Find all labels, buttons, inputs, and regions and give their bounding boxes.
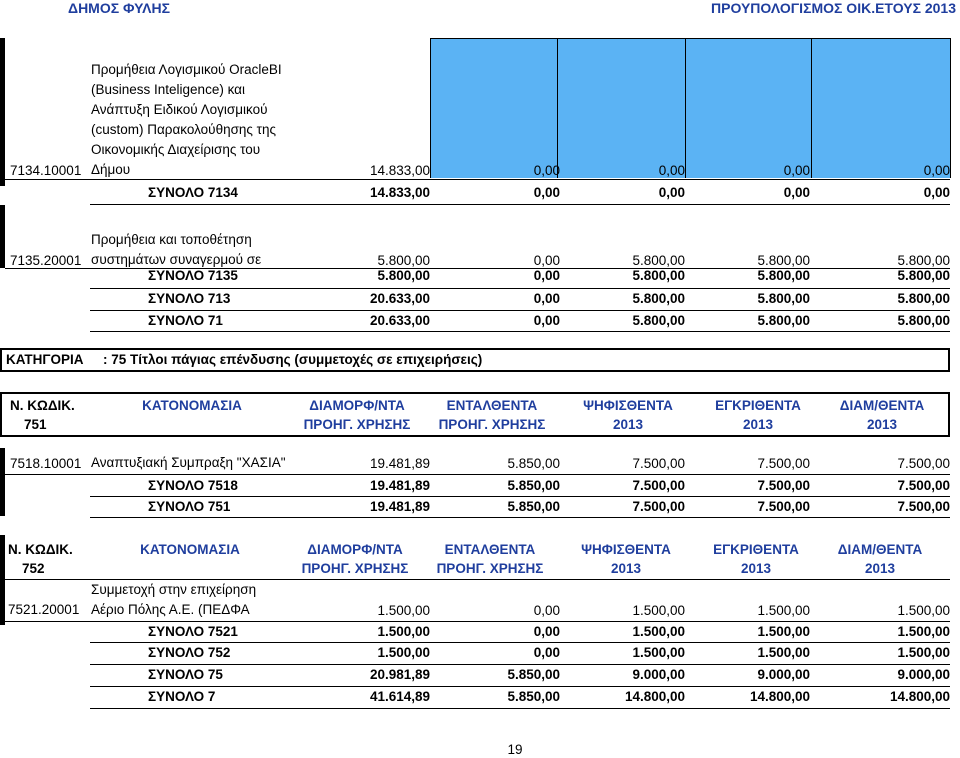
col-header: ΕΝΤΑΛΘΕΝΤΑ [444,542,536,557]
total-label: ΣΥΝΟΛΟ 71 [148,313,223,328]
value: 19.481,89 [369,478,430,493]
value: 0,00 [533,645,560,660]
col-header: 2013 [742,417,774,432]
value: 19.481,89 [369,456,430,471]
value: 5.850,00 [507,689,560,704]
value: 5.800,00 [632,313,685,328]
col-header: ΔΙΑΜΟΡΦ/ΝΤΑ [307,542,403,557]
value: 14.800,00 [749,689,810,704]
row-desc-line: συστημάτων συναγερμού σε [91,252,262,267]
value: 5.850,00 [507,499,560,514]
value: 1.500,00 [377,603,430,618]
value: 0,00 [533,624,560,639]
row-desc-line: Προμήθεια και τοποθέτηση [91,232,252,247]
value: 14.833,00 [369,163,430,178]
value: 5.800,00 [757,291,810,306]
value: 5.800,00 [377,268,430,283]
left-border [0,205,5,268]
col-name: ΚΑΤΟΝΟΜΑΣΙΑ [140,542,240,557]
col-header: ΠΡΟΗΓ. ΧΡΗΣΗΣ [436,561,544,576]
value: 5.800,00 [897,253,950,268]
budget-title: ΠΡΟΥΠΟΛΟΓΙΣΜΟΣ ΟΙΚ.ΕΤΟΥΣ 2013 [711,0,956,16]
value: 1.500,00 [757,645,810,660]
total-label: ΣΥΝΟΛΟ 7135 [148,268,238,283]
value: 9.000,00 [632,667,685,682]
row-desc-line: (Business Inteligence) και [91,82,245,97]
value: 0,00 [783,185,810,200]
value: 0,00 [533,291,560,306]
value: 0,00 [923,163,950,178]
row-desc-line: Συμμετοχή στην επιχείρηση [91,582,257,597]
col-code: Ν. ΚΩΔΙΚ. [10,398,75,413]
value: 0,00 [533,268,560,283]
category-label: ΚΑΤΗΓΟΡΙΑ [6,352,84,367]
col-header: ΔΙΑΜ/ΘΕΝΤΑ [837,542,923,557]
col-header: 2013 [866,417,898,432]
value: 1.500,00 [897,624,950,639]
total-label: ΣΥΝΟΛΟ 7 [148,689,216,704]
total-label: ΣΥΝΟΛΟ 7518 [148,478,238,493]
col-header: ΔΙΑΜΟΡΦ/ΝΤΑ [309,398,405,413]
municipality-title: ΔΗΜΟΣ ΦΥΛΗΣ [68,0,171,16]
value: 5.800,00 [897,291,950,306]
value: 5.850,00 [507,456,560,471]
row-desc-line: Προμήθεια Λογισμικού OracleBI [91,62,282,77]
col-name: ΚΑΤΟΝΟΜΑΣΙΑ [142,398,242,413]
row-code: 7521.20001 [8,602,80,617]
value: 7.500,00 [632,499,685,514]
col-header: ΠΡΟΗΓ. ΧΡΗΣΗΣ [303,417,411,432]
row-code: 7135.20001 [10,253,82,268]
value: 20.633,00 [369,291,430,306]
value: 5.800,00 [632,291,685,306]
value: 5.800,00 [757,268,810,283]
total-label: ΣΥΝΟΛΟ 7521 [148,624,238,639]
value: 0,00 [533,313,560,328]
row-code: 7134.10001 [10,163,82,178]
value: 0,00 [658,185,685,200]
value: 1.500,00 [632,645,685,660]
col-header: ΕΓΚΡΙΘΕΝΤΑ [713,542,799,557]
col-header: ΠΡΟΗΓ. ΧΡΗΣΗΣ [301,561,409,576]
group-code: 751 [24,417,47,432]
value: 19.481,89 [369,499,430,514]
col-header: 2013 [864,561,896,576]
value: 7.500,00 [757,478,810,493]
col-header: 2013 [612,417,644,432]
column-header [0,392,950,437]
value: 7.500,00 [757,499,810,514]
row-desc-line: Οικονομικής Διαχείρισης του [91,142,261,157]
value: 0,00 [533,603,560,618]
total-label: ΣΥΝΟΛΟ 713 [148,291,231,306]
category-bar [0,348,950,372]
col-header: ΨΗΦΙΣΘΕΝΤΑ [583,398,673,413]
value: 5.800,00 [632,268,685,283]
row-desc-line: Αέριο Πόλης Α.Ε. (ΠΕΔΦΑ [91,602,250,617]
col-header: ΨΗΦΙΣΘΕΝΤΑ [581,542,671,557]
value: 20.633,00 [369,313,430,328]
blue-col [811,38,951,178]
value: 5.850,00 [507,478,560,493]
col-header: 2013 [740,561,772,576]
col-header: 2013 [610,561,642,576]
value: 7.500,00 [897,456,950,471]
row-desc-line: Δήμου [91,162,131,177]
value: 5.850,00 [507,667,560,682]
col-code: Ν. ΚΩΔΙΚ. [8,542,73,557]
value: 41.614,89 [369,689,430,704]
value: 14.800,00 [624,689,685,704]
total-label: ΣΥΝΟΛΟ 752 [148,645,231,660]
value: 0,00 [658,163,685,178]
value: 5.800,00 [897,268,950,283]
value: 5.800,00 [377,253,430,268]
blue-col [430,38,558,178]
left-border [0,38,5,186]
value: 0,00 [533,185,560,200]
value: 1.500,00 [897,603,950,618]
page-number: 19 [507,742,523,757]
value: 0,00 [533,163,560,178]
value: 5.800,00 [897,313,950,328]
value: 7.500,00 [897,499,950,514]
total-label: ΣΥΝΟΛΟ 751 [148,499,231,514]
value: 7.500,00 [757,456,810,471]
group-code: 752 [22,561,45,576]
value: 1.500,00 [377,645,430,660]
row-desc-line: (custom) Παρακολούθησης της [91,122,277,137]
col-header: ΕΝΤΑΛΘΕΝΤΑ [446,398,538,413]
value: 7.500,00 [632,478,685,493]
value: 1.500,00 [377,624,430,639]
category-value: : 75 Τίτλοι πάγιας επένδυσης (συμμετοχές σε επιχειρήσεις) [103,352,483,367]
value: 7.500,00 [632,456,685,471]
row-desc: Αναπτυξιακή Συμπραξη "ΧΑΣΙΑ" [91,455,286,470]
row-code: 7518.10001 [10,456,82,471]
value: 7.500,00 [897,478,950,493]
value: 5.800,00 [757,313,810,328]
value: 0,00 [783,163,810,178]
value: 0,00 [923,185,950,200]
value: 14.800,00 [889,689,950,704]
value: 0,00 [533,253,560,268]
row-desc-line: Ανάπτυξη Ειδικού Λογισμικού [91,102,268,117]
value: 5.800,00 [757,253,810,268]
col-header: ΔΙΑΜ/ΘΕΝΤΑ [839,398,925,413]
value: 1.500,00 [632,624,685,639]
value: 9.000,00 [757,667,810,682]
col-header: ΕΓΚΡΙΘΕΝΤΑ [715,398,801,413]
blue-col [685,38,812,178]
value: 1.500,00 [897,645,950,660]
value: 20.981,89 [369,667,430,682]
value: 5.800,00 [632,253,685,268]
value: 1.500,00 [632,603,685,618]
total-label: ΣΥΝΟΛΟ 75 [148,667,223,682]
col-header: ΠΡΟΗΓ. ΧΡΗΣΗΣ [438,417,546,432]
blue-col [557,38,686,178]
value: 9.000,00 [897,667,950,682]
value: 1.500,00 [757,624,810,639]
value: 1.500,00 [757,603,810,618]
value: 14.833,00 [369,185,430,200]
total-label: ΣΥΝΟΛΟ 7134 [148,185,238,200]
